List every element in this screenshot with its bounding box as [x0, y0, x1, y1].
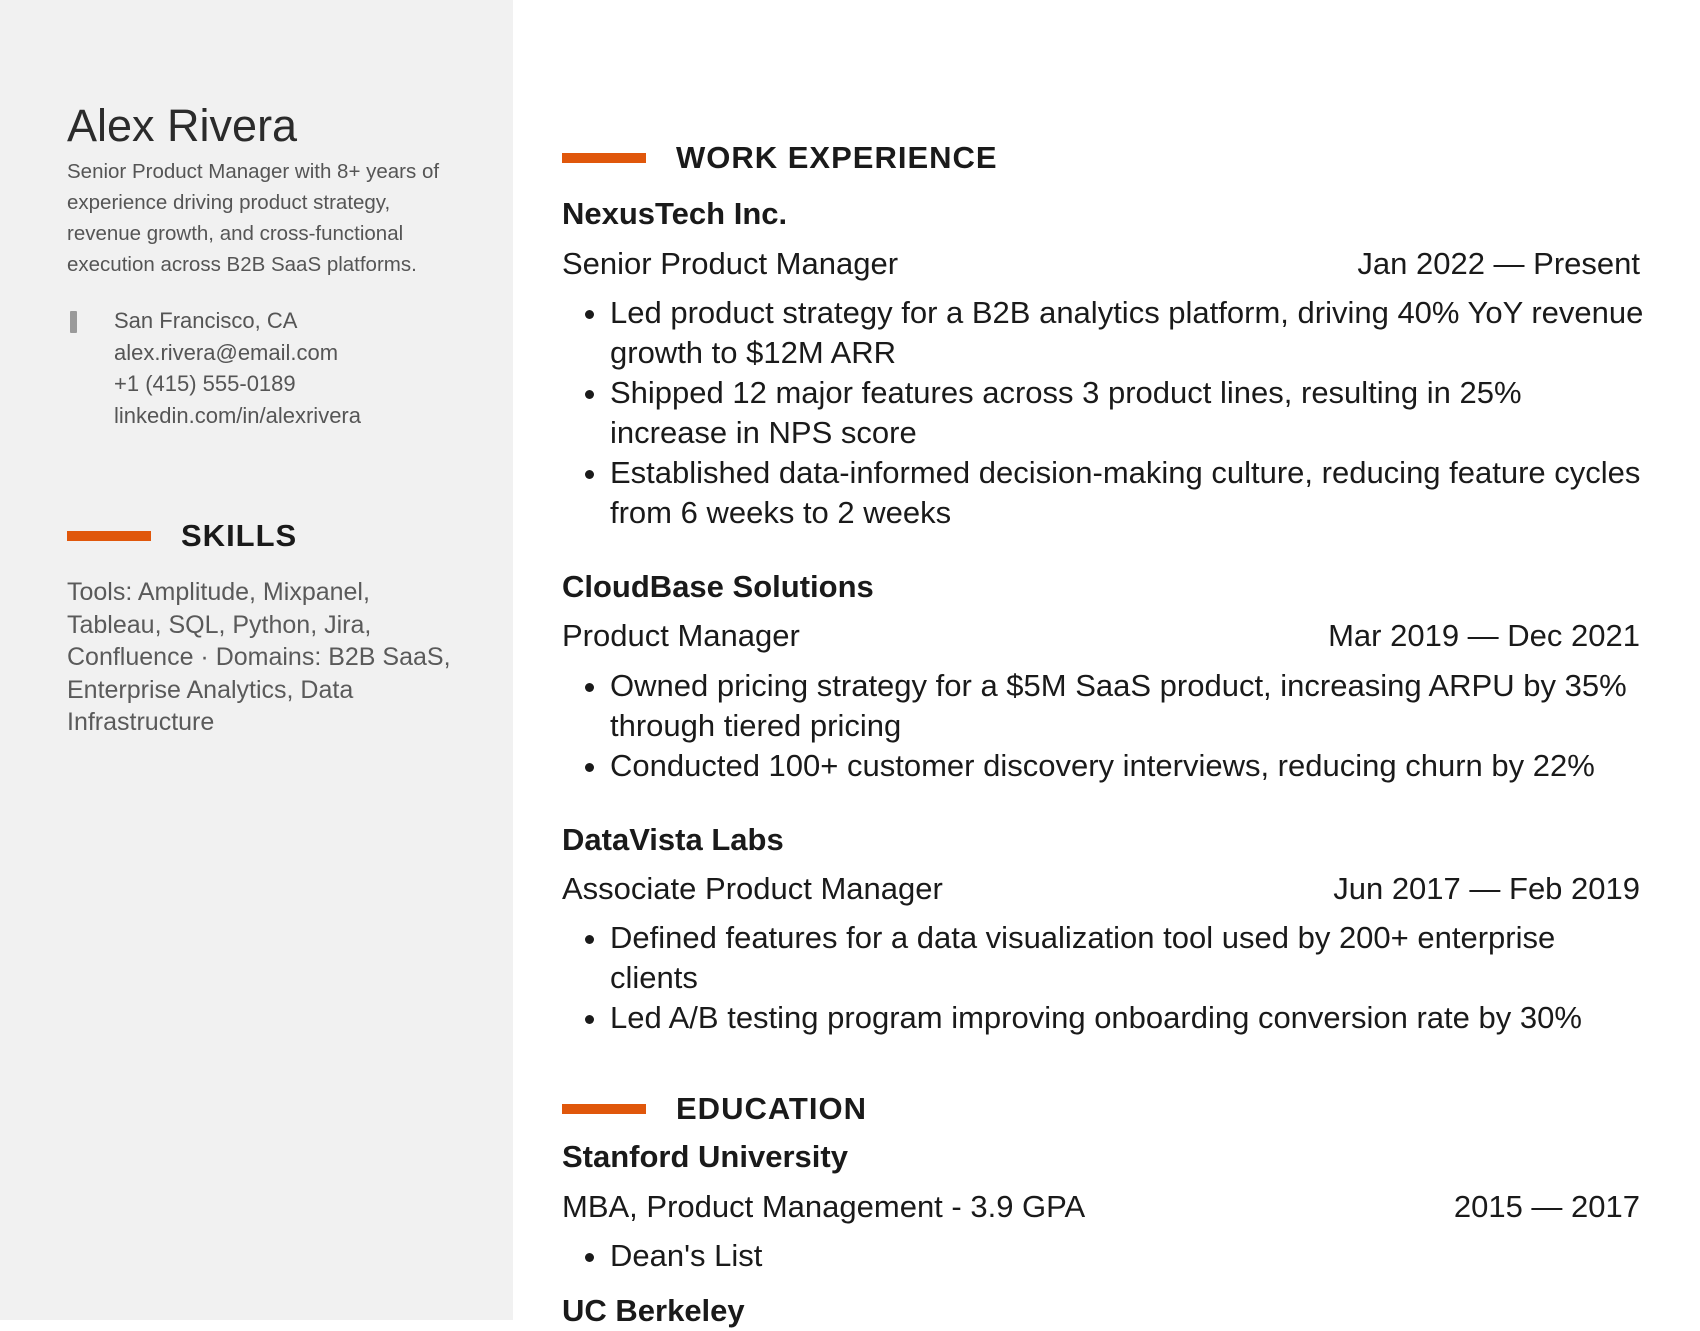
job-role-row [562, 244, 1640, 284]
sidebar [0, 0, 513, 1320]
job-bullets [562, 666, 1647, 786]
section-accent-bar [67, 531, 151, 541]
job-company: CloudBase Solutions [562, 569, 874, 604]
education-dates: 2015 — 2017 [1453, 1189, 1640, 1224]
job-bullet: • Conducted 100+ customer discovery interviews, reducing churn by 22% [610, 746, 1647, 786]
contact-phone[interactable]: +1 (415) 555-0189 [114, 371, 296, 396]
job-company: DataVista Labs [562, 822, 784, 857]
job-role: Product Manager [562, 618, 800, 653]
job-bullets [562, 918, 1647, 1038]
skills-heading [67, 518, 297, 554]
job-bullet: • Shipped 12 major features across 3 product lines, resulting in 25% increase in NPS score [610, 373, 1647, 453]
education-title: EDUCATION [676, 1091, 867, 1126]
job-company: NexusTech Inc. [562, 196, 788, 231]
job-bullet: • Defined features for a data visualization tool used by 200+ enterprise clients [610, 918, 1647, 998]
degree: MBA, Product Management - 3.9 GPA [562, 1189, 1086, 1224]
job-role-row [562, 869, 1640, 909]
profile-summary: Senior Product Manager with 8+ years of experience driving product strategy, revenue growth, and cross-functional execution across B2B SaaS platforms. [67, 160, 440, 276]
section-accent-bar [562, 1104, 646, 1114]
job-bullet: • Led product strategy for a B2B analytics platform, driving 40% YoY revenue growth to $12M ARR [610, 293, 1647, 373]
job-bullet: • Owned pricing strategy for a $5M SaaS product, increasing ARPU by 35% through tiered pricing [610, 666, 1647, 746]
job-dates: Mar 2019 — Dec 2021 [1328, 618, 1640, 653]
work-experience-title: WORK EXPERIENCE [676, 140, 998, 175]
job-bullet: • Established data-informed decision-making culture, reducing feature cycles from 6 weeks to 2 weeks [610, 453, 1647, 533]
job-bullet: • Led A/B testing program improving onboarding conversion rate by 30% [610, 998, 1647, 1038]
work-experience-heading [562, 140, 998, 176]
job-role-row [562, 616, 1640, 656]
job-dates: Jan 2022 — Present [1357, 246, 1640, 281]
job-bullets [562, 293, 1647, 533]
education-heading [562, 1091, 867, 1127]
job-role: Senior Product Manager [562, 246, 899, 281]
contact-linkedin[interactable]: linkedin.com/in/alexrivera [114, 402, 361, 428]
candidate-name: Alex Rivera [67, 100, 298, 151]
school-name: UC Berkeley [562, 1293, 745, 1328]
job-dates: Jun 2017 — Feb 2019 [1333, 871, 1640, 906]
skills-text: Tools: Amplitude, Mixpanel, Tableau, SQL, Python, Jira, Confluence · Domains: B2B SaaS, Enterprise Analytics, Data Infrastructure [67, 578, 451, 736]
contact-list [114, 305, 361, 431]
education-bullets [562, 1236, 1647, 1276]
contact-email[interactable]: alex.rivera@email.com [114, 339, 339, 365]
section-accent-bar [562, 153, 646, 163]
skills-title: SKILLS [181, 518, 298, 553]
location-icon [70, 311, 77, 333]
school-name: Stanford University [562, 1139, 848, 1174]
education-bullet: • Dean's List [610, 1236, 1647, 1276]
job-role: Associate Product Manager [562, 871, 943, 906]
degree-row [562, 1187, 1640, 1227]
contact-location: San Francisco, CA [114, 308, 298, 333]
